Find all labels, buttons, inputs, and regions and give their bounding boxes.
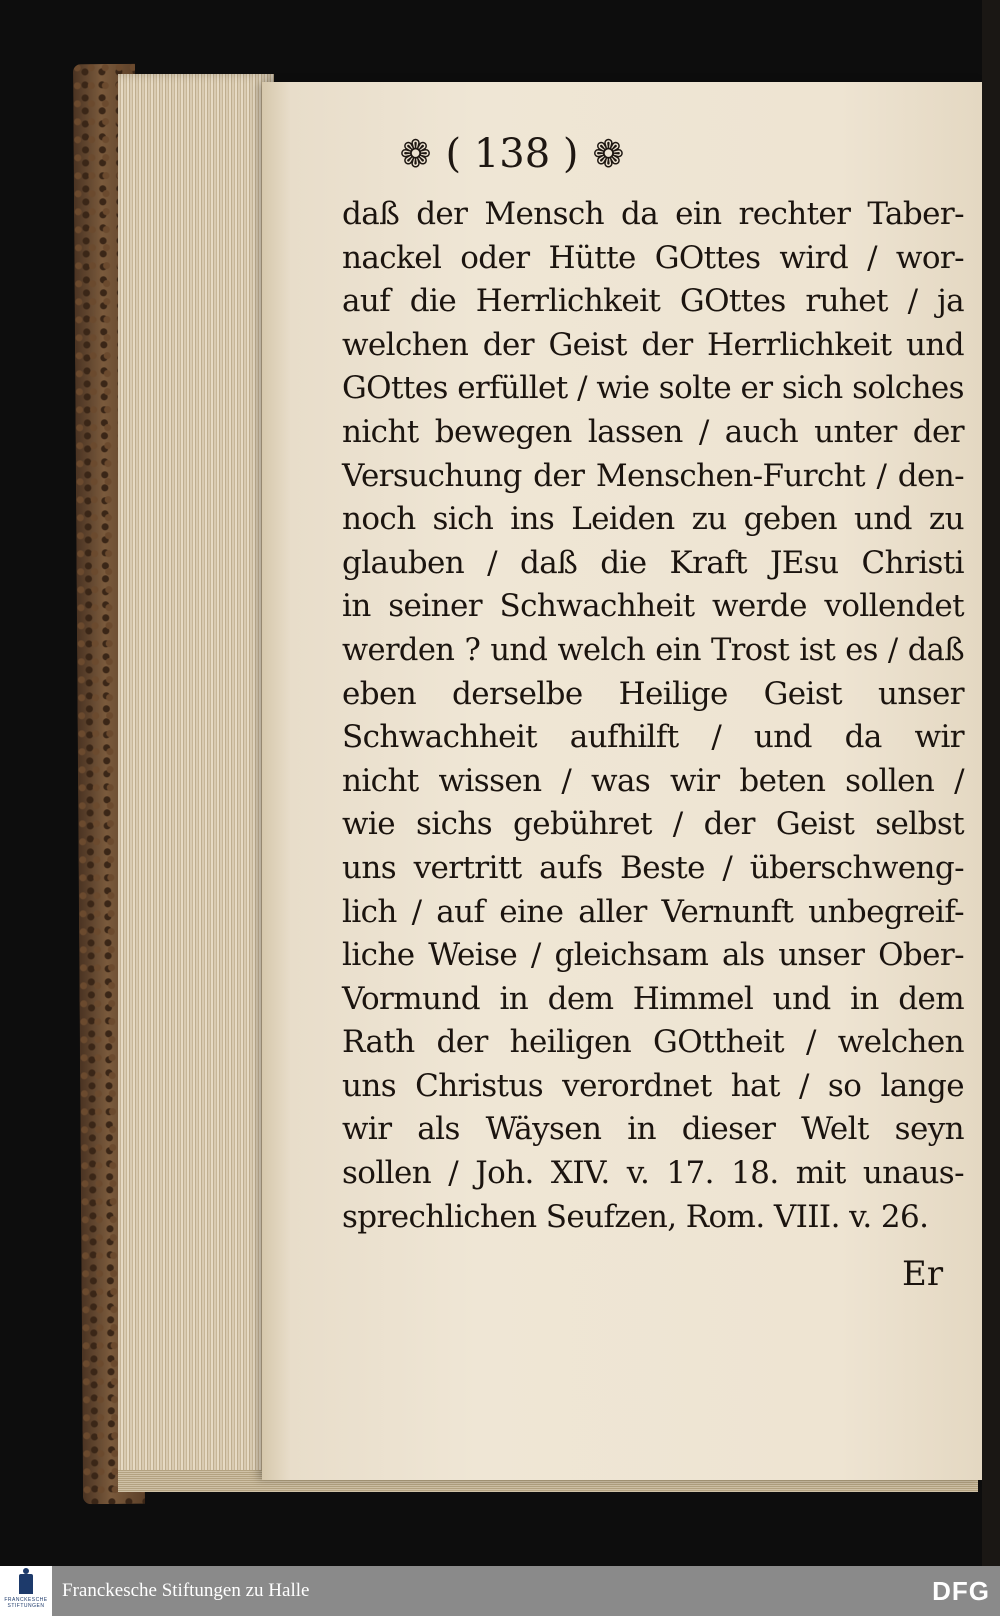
text-line: welchen der Geist der Herrlichkeit und (342, 326, 964, 363)
text-line: wie sichs gebühret / der Geist selbst (342, 806, 964, 843)
text-line: Schwachheit aufhilft / und da wir (342, 719, 964, 756)
text-line: nicht bewegen lassen / auch unter der (342, 413, 964, 450)
text-line: eben derselbe Heilige Geist unser (342, 675, 964, 712)
text-line: auf die Herrlichkeit GOttes ruhet / ja (342, 283, 964, 320)
text-line: lich / auf eine aller Vernunft unbegreif- (342, 893, 964, 930)
viewer-footer (0, 1566, 1000, 1616)
text-line: GOttes erfüllet / wie solte er sich solches (342, 370, 964, 407)
dfg-logo[interactable]: DFG (932, 1575, 990, 1606)
ornament-right-icon: ❁ (592, 132, 625, 176)
text-line: nackel oder Hütte GOttes wird / wor- (342, 239, 964, 276)
text-line: uns Christus verordnet hat / so lange (342, 1067, 964, 1104)
scan-background-strip (982, 0, 1000, 1566)
page-text (342, 193, 964, 1239)
institution-name[interactable]: Franckesche Stiftungen zu Halle (62, 1580, 310, 1601)
text-line: Vormund in dem Himmel und in dem (342, 980, 964, 1017)
text-line: Rath der heiligen GOttheit / welchen (342, 1024, 964, 1061)
text-line: glauben / daß die Kraft JEsu Christi (342, 544, 964, 581)
ornament-left-icon: ❁ (399, 132, 432, 176)
text-line: daß der Mensch da ein rechter Taber- (342, 196, 964, 232)
text-line: nicht wissen / was wir beten sollen / (342, 762, 964, 799)
text-line: sollen / Joh. XIV. v. 17. 18. mit unaus- (342, 1155, 964, 1192)
text-line: Versuchung der Menschen-Furcht / den- (342, 457, 964, 494)
page-edges (118, 74, 274, 1486)
text-line: liche Weise / gleichsam als unser Ober- (342, 937, 964, 974)
text-line: noch sich ins Leiden zu geben und zu (342, 501, 964, 538)
text-line: werden ? und welch ein Trost ist es / daß (342, 632, 964, 668)
text-line: in seiner Schwachheit werde vollendet (342, 588, 964, 625)
page-header (262, 126, 762, 182)
catchword: Er (902, 1254, 944, 1294)
logo-text: FRANCKESCHE STIFTUNGEN (4, 1596, 48, 1609)
institution-logo-icon (19, 1574, 33, 1594)
text-line: wir als Wäysen in dieser Welt seyn (342, 1111, 964, 1148)
text-line: uns vertritt aufs Beste / überschweng- (342, 849, 964, 886)
text-line: sprechlichen Seufzen, Rom. VIII. v. 26. (342, 1198, 929, 1235)
page-number: ( 138 ) (445, 131, 579, 177)
institution-logo[interactable] (0, 1566, 52, 1616)
